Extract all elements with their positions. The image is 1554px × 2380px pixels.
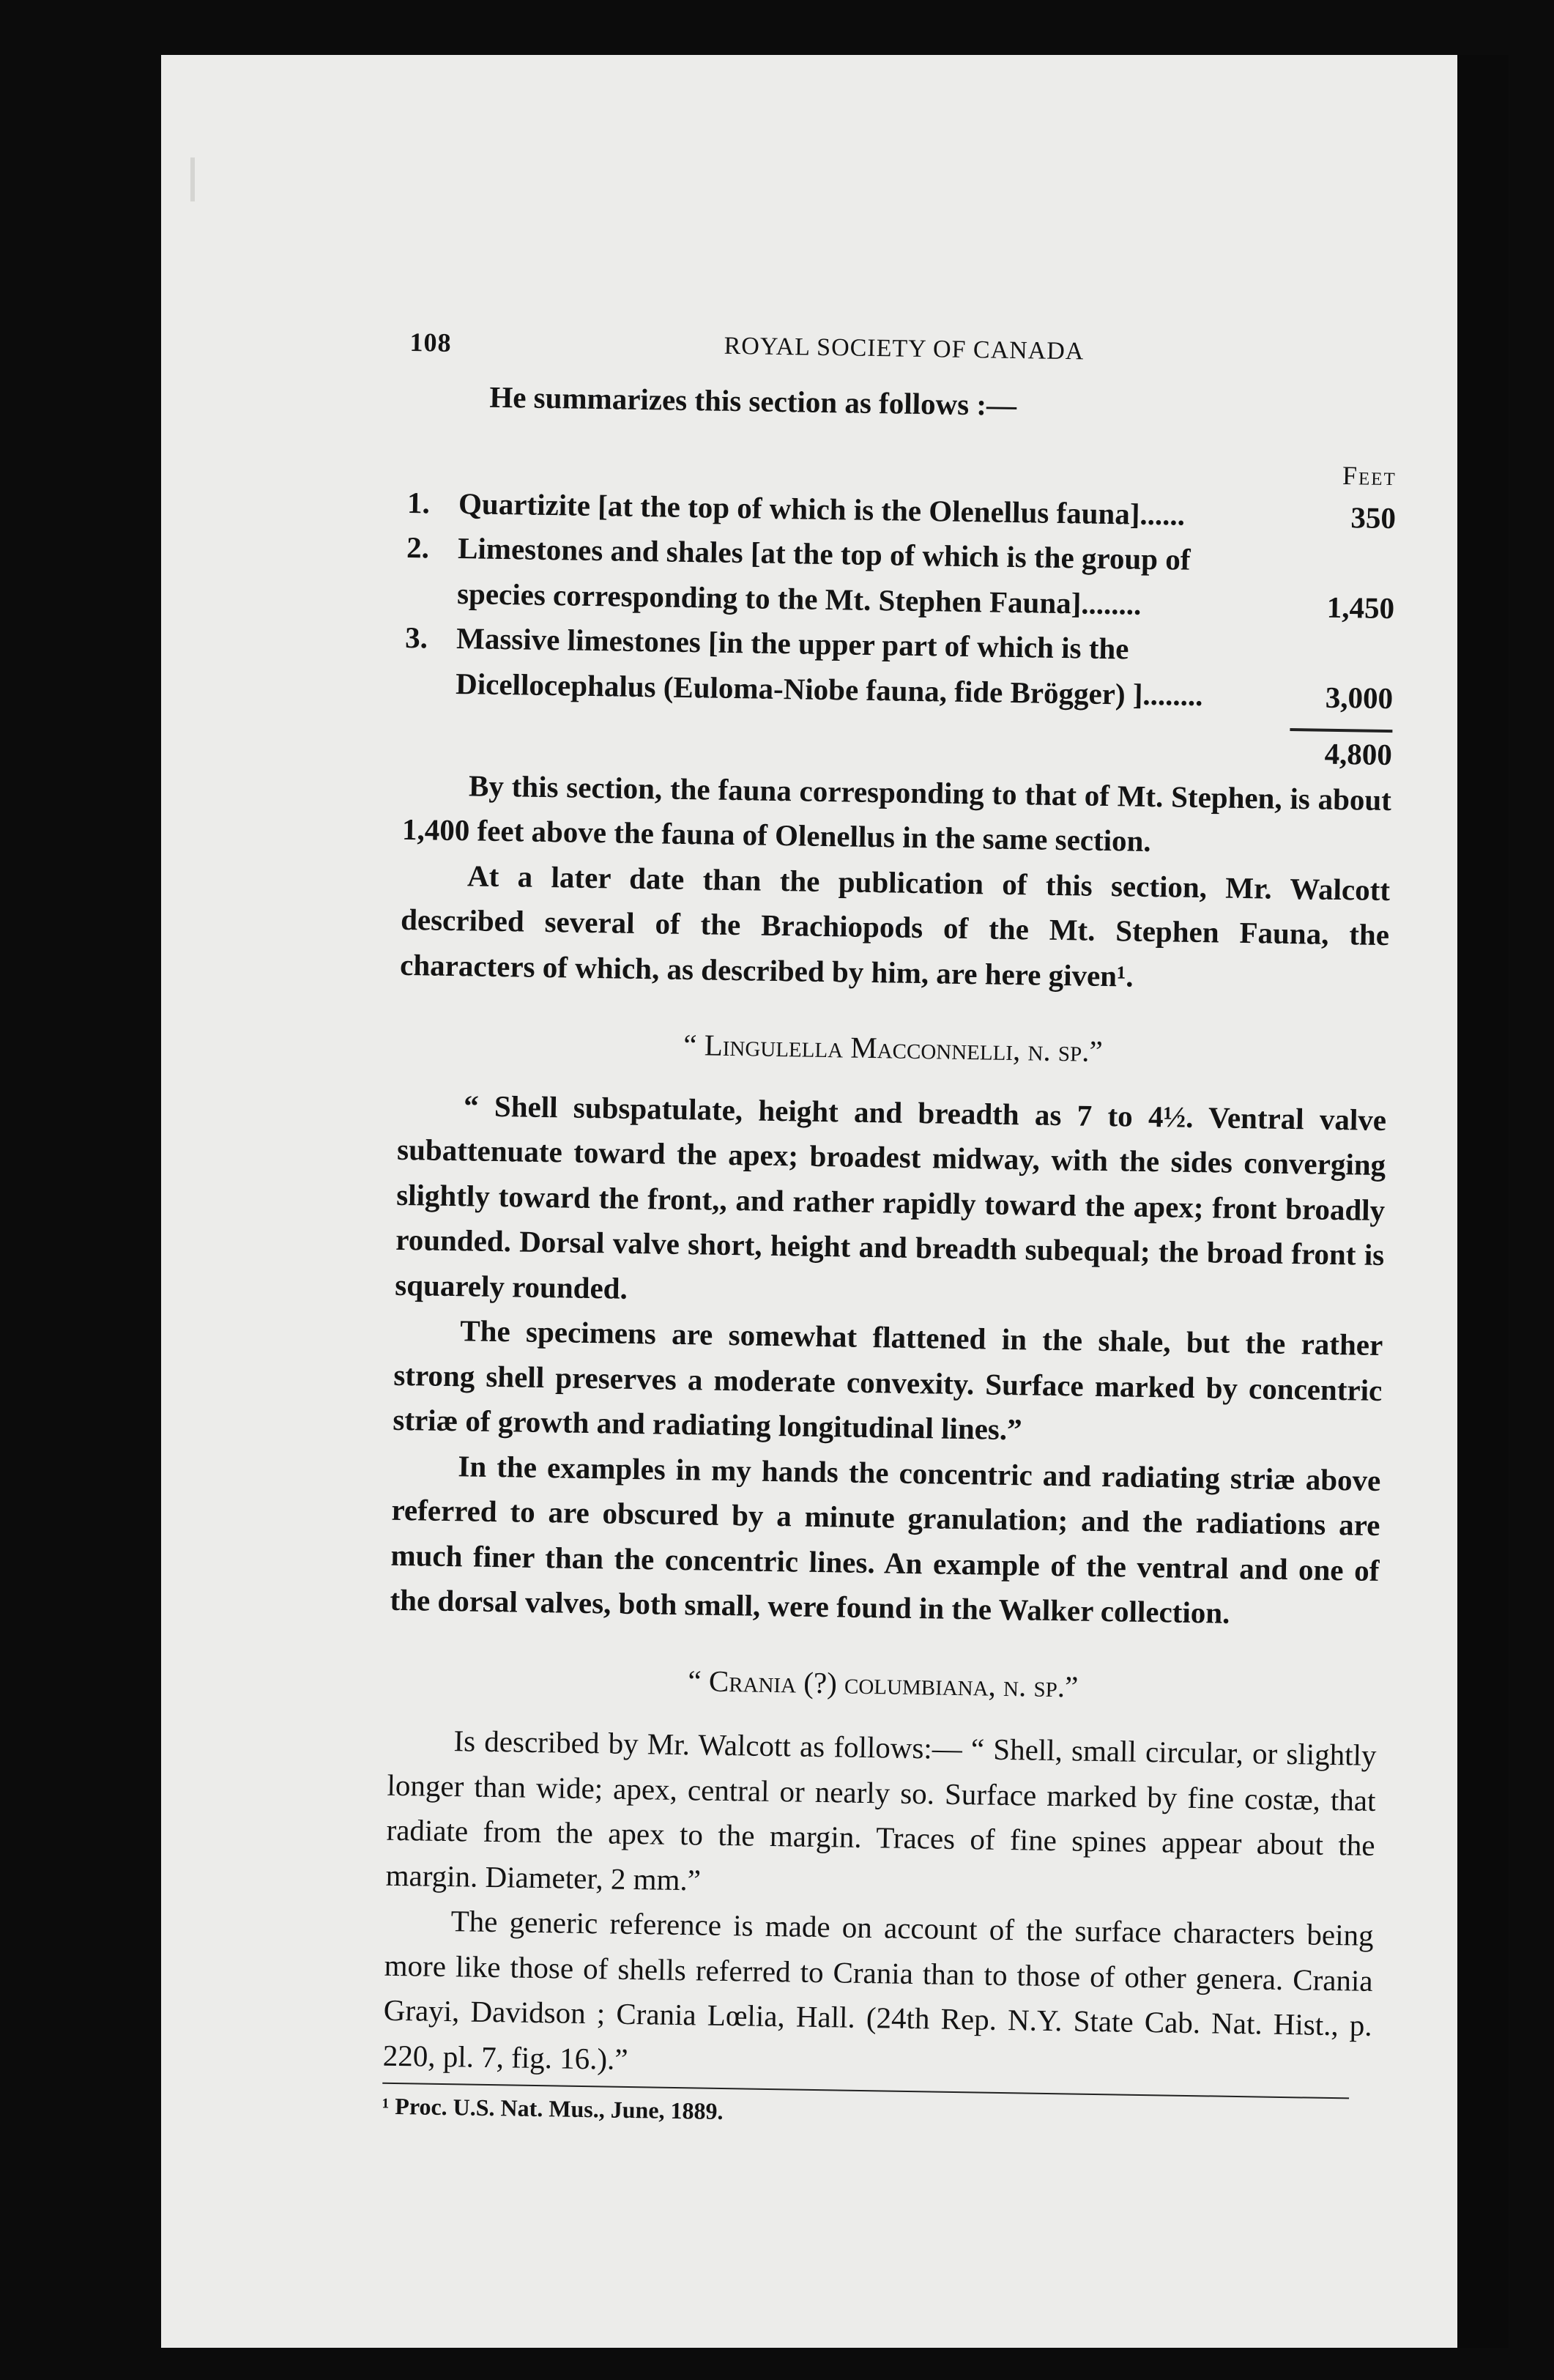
row-text: Limestones and shales [at the top of which is the group of species corresponding to the Mt. Stephen Fauna]........ xyxy=(456,531,1191,621)
feet-column-header: Feet xyxy=(1342,460,1397,491)
scan-edge xyxy=(1457,55,1509,2348)
row-number: 1. xyxy=(406,485,431,519)
paragraph: At a later date than the publication of this section, Mr. Walcott described several of the Brachiopods of the Mt. Stephen Fauna, the characters of which, as described by him, are here given¹. xyxy=(399,858,1391,993)
paragraph: The specimens are somewhat flattened in the shale, but the rather strong shell preserves a moderate convexity. Surface marked by concentric striæ of growth and radiating longitudinal lines.” xyxy=(393,1313,1383,1447)
row-text: Massive limestones [in the upper part of which is the Dicellocephalus (Euloma-Niobe fauna, fide Brögger) ]........ xyxy=(455,621,1203,712)
section-intro: He summarizes this section as follows :— xyxy=(489,379,1017,423)
row-feet: 3,000 xyxy=(1325,680,1394,715)
section-table xyxy=(404,480,1397,721)
running-head: ROYAL SOCIETY OF CANADA xyxy=(724,332,1085,366)
bleed-through-mark xyxy=(190,157,195,201)
species-heading: “ Lingulella Macconnelli, n. sp.” xyxy=(683,1027,1104,1068)
row-text: Quartizite [at the top of which is the Olenellus fauna]...... xyxy=(458,486,1186,532)
species-heading: “ Crania (?) columbiana, n. sp.” xyxy=(688,1663,1079,1704)
paragraph: Is described by Mr. Walcott as follows:— “ Shell, small circular, or slightly longer than wide; apex, central or nearly so. Surface marked by fine costæ, that radiate from the apex to the margin. Traces of fine spines appear about the margin. Diameter, 2 mm.” xyxy=(385,1724,1377,1897)
row-number: 2. xyxy=(406,530,430,565)
row-feet: 1,450 xyxy=(1326,590,1395,625)
paragraph: The generic reference is made on account of the surface characters being more like those of shells referred to Crania than to those of other genera. Crania Grayi, Davidson ; Crania Lœlia, Hall. (24th Rep. N.Y. State Cab. Nat. Hist., p. 220, pl. 7, fig. 16.).” xyxy=(382,1904,1374,2076)
paragraph: “ Shell subspatulate, height and breadth as 7 to 4½. Ventral valve subattenuate toward the apex; broadest midway, with the sides converging slightly toward the front,, and rather rapidly toward the apex; front broadly rounded. Dorsal valve short, height and breadth subequal; the broad front is squarely rounded. xyxy=(395,1088,1387,1305)
footnote: ¹ Proc. U.S. Nat. Mus., June, 1889. xyxy=(382,2083,1349,2139)
document-page xyxy=(382,322,1398,2139)
table-row xyxy=(406,525,1396,631)
section-total: 4,800 xyxy=(1324,736,1393,772)
row-number: 3. xyxy=(404,620,428,655)
paragraph: By this section, the fauna corresponding to that of Mt. Stephen, is about 1,400 feet above the fauna of Olenellus in the same section. xyxy=(401,768,1392,858)
row-feet: 350 xyxy=(1350,500,1397,535)
table-row xyxy=(404,615,1394,721)
page-number: 108 xyxy=(409,327,452,357)
paragraph: In the examples in my hands the concentric and radiating striæ above referred to are obscured by a minute granulation; and the radiations are much finer than the concentric lines. An example of the ventral and one of the dorsal valves, both small, were found in the Walker collection. xyxy=(390,1448,1381,1630)
